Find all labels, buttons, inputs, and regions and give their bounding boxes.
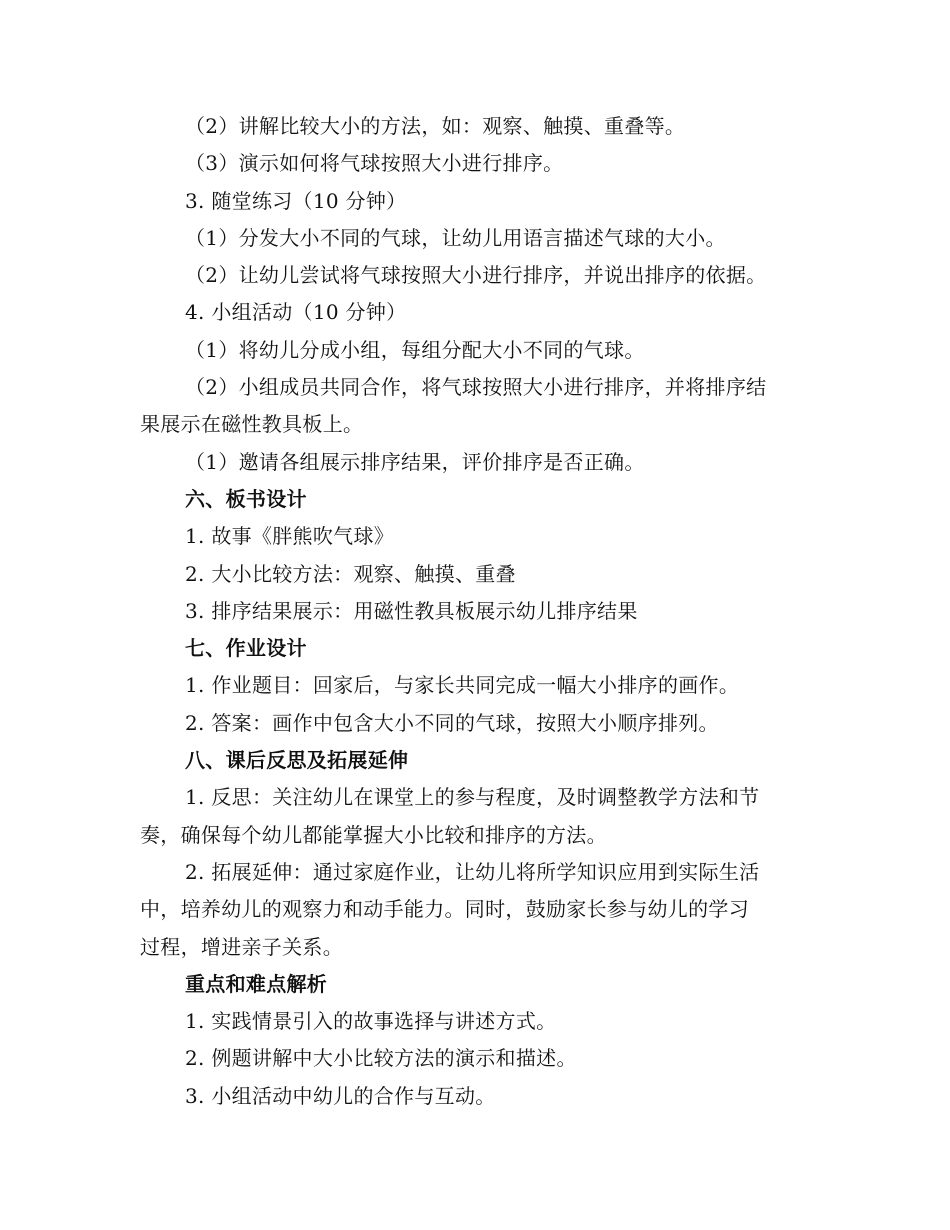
- text-line: （1）将幼儿分成小组，每组分配大小不同的气球。: [185, 337, 645, 362]
- text-line-continued: 果展示在磁性教具板上。: [140, 412, 364, 437]
- list-item: 1. 作业题目：回家后，与家长共同完成一幅大小排序的画作。: [185, 673, 740, 698]
- section-heading: 六、板书设计: [185, 486, 307, 511]
- section-heading: 重点和难点解析: [185, 971, 328, 996]
- list-item: 2. 答案：画作中包含大小不同的气球，按照大小顺序排列。: [185, 710, 719, 735]
- list-item: 3. 小组活动中幼儿的合作与互动。: [185, 1083, 496, 1108]
- list-item: 2. 大小比较方法：观察、触摸、重叠: [185, 561, 516, 586]
- list-heading: 4. 小组活动（10 分钟）: [185, 300, 407, 325]
- text-line: （1）分发大小不同的气球，让幼儿用语言描述气球的大小。: [185, 225, 726, 250]
- list-item: 2. 拓展延伸：通过家庭作业，让幼儿将所学知识应用到实际生活: [185, 859, 760, 884]
- text-line: （2）小组成员共同合作，将气球按照大小进行排序，并将排序结: [185, 375, 767, 400]
- list-item: 1. 反思：关注幼儿在课堂上的参与程度，及时调整教学方法和节: [185, 785, 760, 810]
- text-line-continued: 中，培养幼儿的观察力和动手能力。同时，鼓励家长参与幼儿的学习: [140, 897, 749, 922]
- section-heading: 八、课后反思及拓展延伸: [185, 748, 409, 773]
- list-item: 1. 实践情景引入的故事选择与讲述方式。: [185, 1009, 557, 1034]
- document-body: [140, 108, 815, 1115]
- text-line-continued: 奏，确保每个幼儿都能掌握大小比较和排序的方法。: [140, 822, 607, 847]
- text-line: （1）邀请各组展示排序结果，评价排序是否正确。: [185, 449, 645, 474]
- list-item: 2. 例题讲解中大小比较方法的演示和描述。: [185, 1046, 577, 1071]
- list-item: 1. 故事《胖熊吹气球》: [185, 524, 395, 549]
- list-heading: 3. 随堂练习（10 分钟）: [185, 188, 407, 213]
- section-heading: 七、作业设计: [185, 636, 307, 661]
- text-line: （2）让幼儿尝试将气球按照大小进行排序，并说出排序的依据。: [185, 263, 767, 288]
- text-line: （2）讲解比较大小的方法，如：观察、触摸、重叠等。: [185, 114, 686, 138]
- text-line-continued: 过程，增进亲子关系。: [140, 934, 343, 959]
- text-line: （3）演示如何将气球按照大小进行排序。: [185, 151, 564, 176]
- list-item: 3. 排序结果展示：用磁性教具板展示幼儿排序结果: [185, 598, 638, 623]
